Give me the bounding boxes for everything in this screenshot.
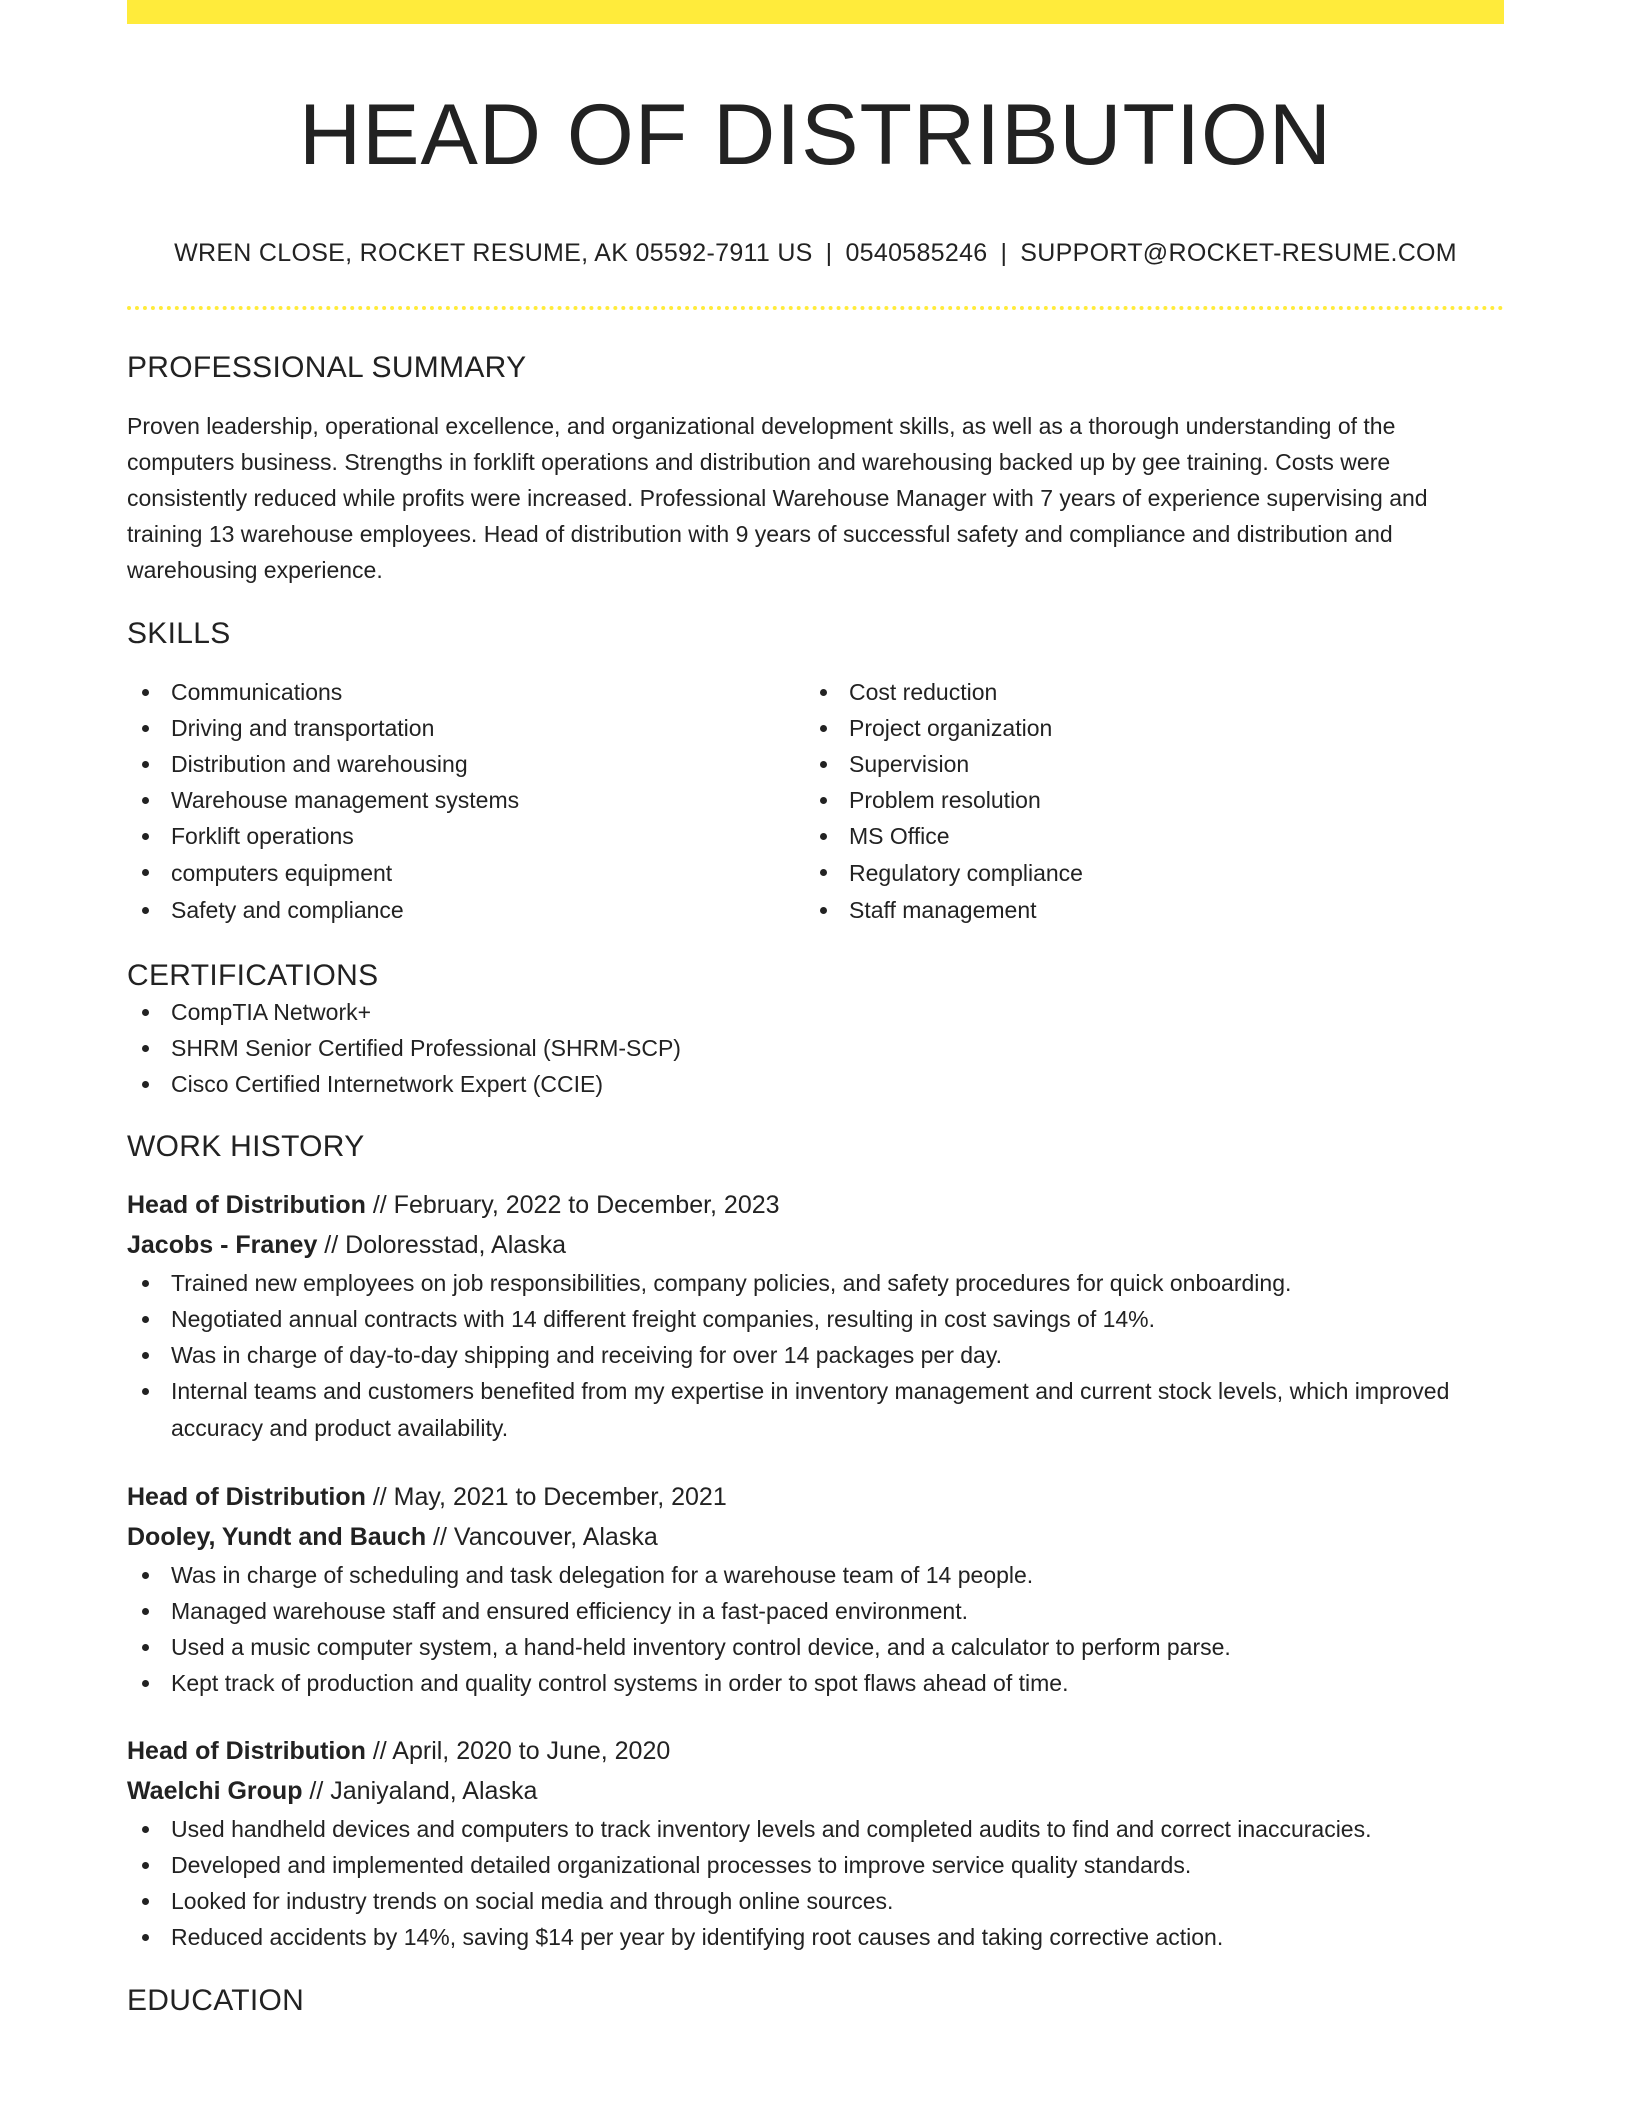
summary-text: Proven leadership, operational excellence, and organizational development skills, as well as a thorough understanding of the computers business. Strengths in forklift operations and distribution and warehousing backed up by gee training. Costs were consistently reduced while profits were increased. Professional Warehouse Manager with 7 years of experience supervising and training 13 warehouse employees. Head of distribution with 9 years of successful safety and compliance and distribution and warehousing experience.	[127, 413, 1428, 583]
job-bullet: Was in charge of scheduling and task delegation for a warehouse team of 14 people.	[127, 1557, 1504, 1593]
certification-item: SHRM Senior Certified Professional (SHRM-SCP)	[127, 1030, 1504, 1066]
job-dates: // May, 2021 to December, 2021	[365, 1483, 727, 1511]
skills-heading: SKILLS	[127, 617, 231, 650]
job-company: Jacobs - Franey	[127, 1231, 318, 1259]
job-role: Head of Distribution	[127, 1483, 366, 1511]
job-bullet: Looked for industry trends on social media and through online sources.	[127, 1883, 1504, 1919]
job-company: Dooley, Yundt and Bauch	[127, 1523, 427, 1551]
job-company-line	[127, 1517, 1504, 1557]
contact-line	[127, 237, 1504, 269]
skill-item: Communications	[127, 674, 805, 710]
contact-phone: 0540585246	[845, 239, 988, 267]
job-bullet: Was in charge of day-to-day shipping and receiving for over 14 packages per day.	[127, 1337, 1504, 1373]
job-dates: // February, 2022 to December, 2023	[365, 1191, 780, 1219]
job-bullet: Reduced accidents by 14%, saving $14 per year by identifying root causes and taking corrective action.	[127, 1919, 1504, 1955]
contact-email: SUPPORT@ROCKET-RESUME.COM	[1020, 239, 1457, 267]
skill-item: Driving and transportation	[127, 710, 805, 746]
certifications-list	[127, 994, 1504, 1102]
job-title-line	[127, 1731, 1504, 1771]
skill-item: Supervision	[805, 746, 1483, 782]
certification-item: CompTIA Network+	[127, 994, 1504, 1030]
certification-item: Cisco Certified Internetwork Expert (CCIE)	[127, 1066, 1504, 1102]
skill-item: Staff management	[805, 892, 1483, 928]
job-bullets	[127, 1557, 1504, 1701]
job-location: // Vancouver, Alaska	[426, 1523, 658, 1551]
skill-item: Safety and compliance	[127, 892, 805, 928]
summary-heading: PROFESSIONAL SUMMARY	[127, 351, 527, 384]
skill-item: Project organization	[805, 710, 1483, 746]
skill-item: Regulatory compliance	[805, 854, 1483, 892]
job-title-line	[127, 1477, 1504, 1517]
job-bullet: Used a music computer system, a hand-held inventory control device, and a calculator to perform parse.	[127, 1629, 1504, 1665]
dotted-divider	[127, 306, 1504, 310]
education-heading: EDUCATION	[127, 1984, 305, 2017]
job-title-line	[127, 1185, 1504, 1225]
certifications-heading: CERTIFICATIONS	[127, 959, 379, 992]
job-company: Waelchi Group	[127, 1777, 303, 1805]
job-bullet: Negotiated annual contracts with 14 different freight companies, resulting in cost savings of 14%.	[127, 1301, 1504, 1337]
job-location: // Janiyaland, Alaska	[302, 1777, 538, 1805]
skill-item: Cost reduction	[805, 674, 1483, 710]
skill-item: computers equipment	[127, 854, 805, 892]
skill-item: Warehouse management systems	[127, 782, 805, 818]
resume-page	[127, 0, 1504, 2019]
job-bullet: Kept track of production and quality control systems in order to spot flaws ahead of time.	[127, 1665, 1504, 1701]
job-role: Head of Distribution	[127, 1191, 366, 1219]
skills-list	[127, 674, 1504, 928]
job-bullets	[127, 1265, 1504, 1447]
job-bullet: Trained new employees on job responsibilities, company policies, and safety procedures for quick onboarding.	[127, 1265, 1504, 1301]
job-bullet: Managed warehouse staff and ensured efficiency in a fast-paced environment.	[127, 1593, 1504, 1629]
work-history-heading: WORK HISTORY	[127, 1130, 365, 1163]
skill-item: MS Office	[805, 818, 1483, 854]
skill-item: Distribution and warehousing	[127, 746, 805, 782]
skills-column-right	[805, 674, 1483, 928]
accent-bar	[127, 0, 1504, 24]
job-dates: // April, 2020 to June, 2020	[365, 1737, 671, 1765]
contact-address: WREN CLOSE, ROCKET RESUME, AK 05592-7911 US	[174, 239, 813, 267]
job-company-line	[127, 1771, 1504, 1811]
job-location: // Doloresstad, Alaska	[317, 1231, 567, 1259]
skills-column-left	[127, 674, 805, 928]
job-bullets	[127, 1811, 1504, 1955]
job-role: Head of Distribution	[127, 1737, 366, 1765]
resume-title: HEAD OF DISTRIBUTION	[299, 87, 1332, 183]
job-bullet: Internal teams and customers benefited from my expertise in inventory management and current stock levels, which improved accuracy and product availability.	[127, 1373, 1504, 1447]
skill-item: Forklift operations	[127, 818, 805, 854]
contact-separator: |	[1000, 239, 1008, 267]
contact-separator: |	[825, 239, 833, 267]
job-bullet: Developed and implemented detailed organizational processes to improve service quality standards.	[127, 1847, 1504, 1883]
skill-item: Problem resolution	[805, 782, 1483, 818]
job-bullet: Used handheld devices and computers to track inventory levels and completed audits to find and correct inaccuracies.	[127, 1811, 1504, 1847]
job-company-line	[127, 1225, 1504, 1265]
